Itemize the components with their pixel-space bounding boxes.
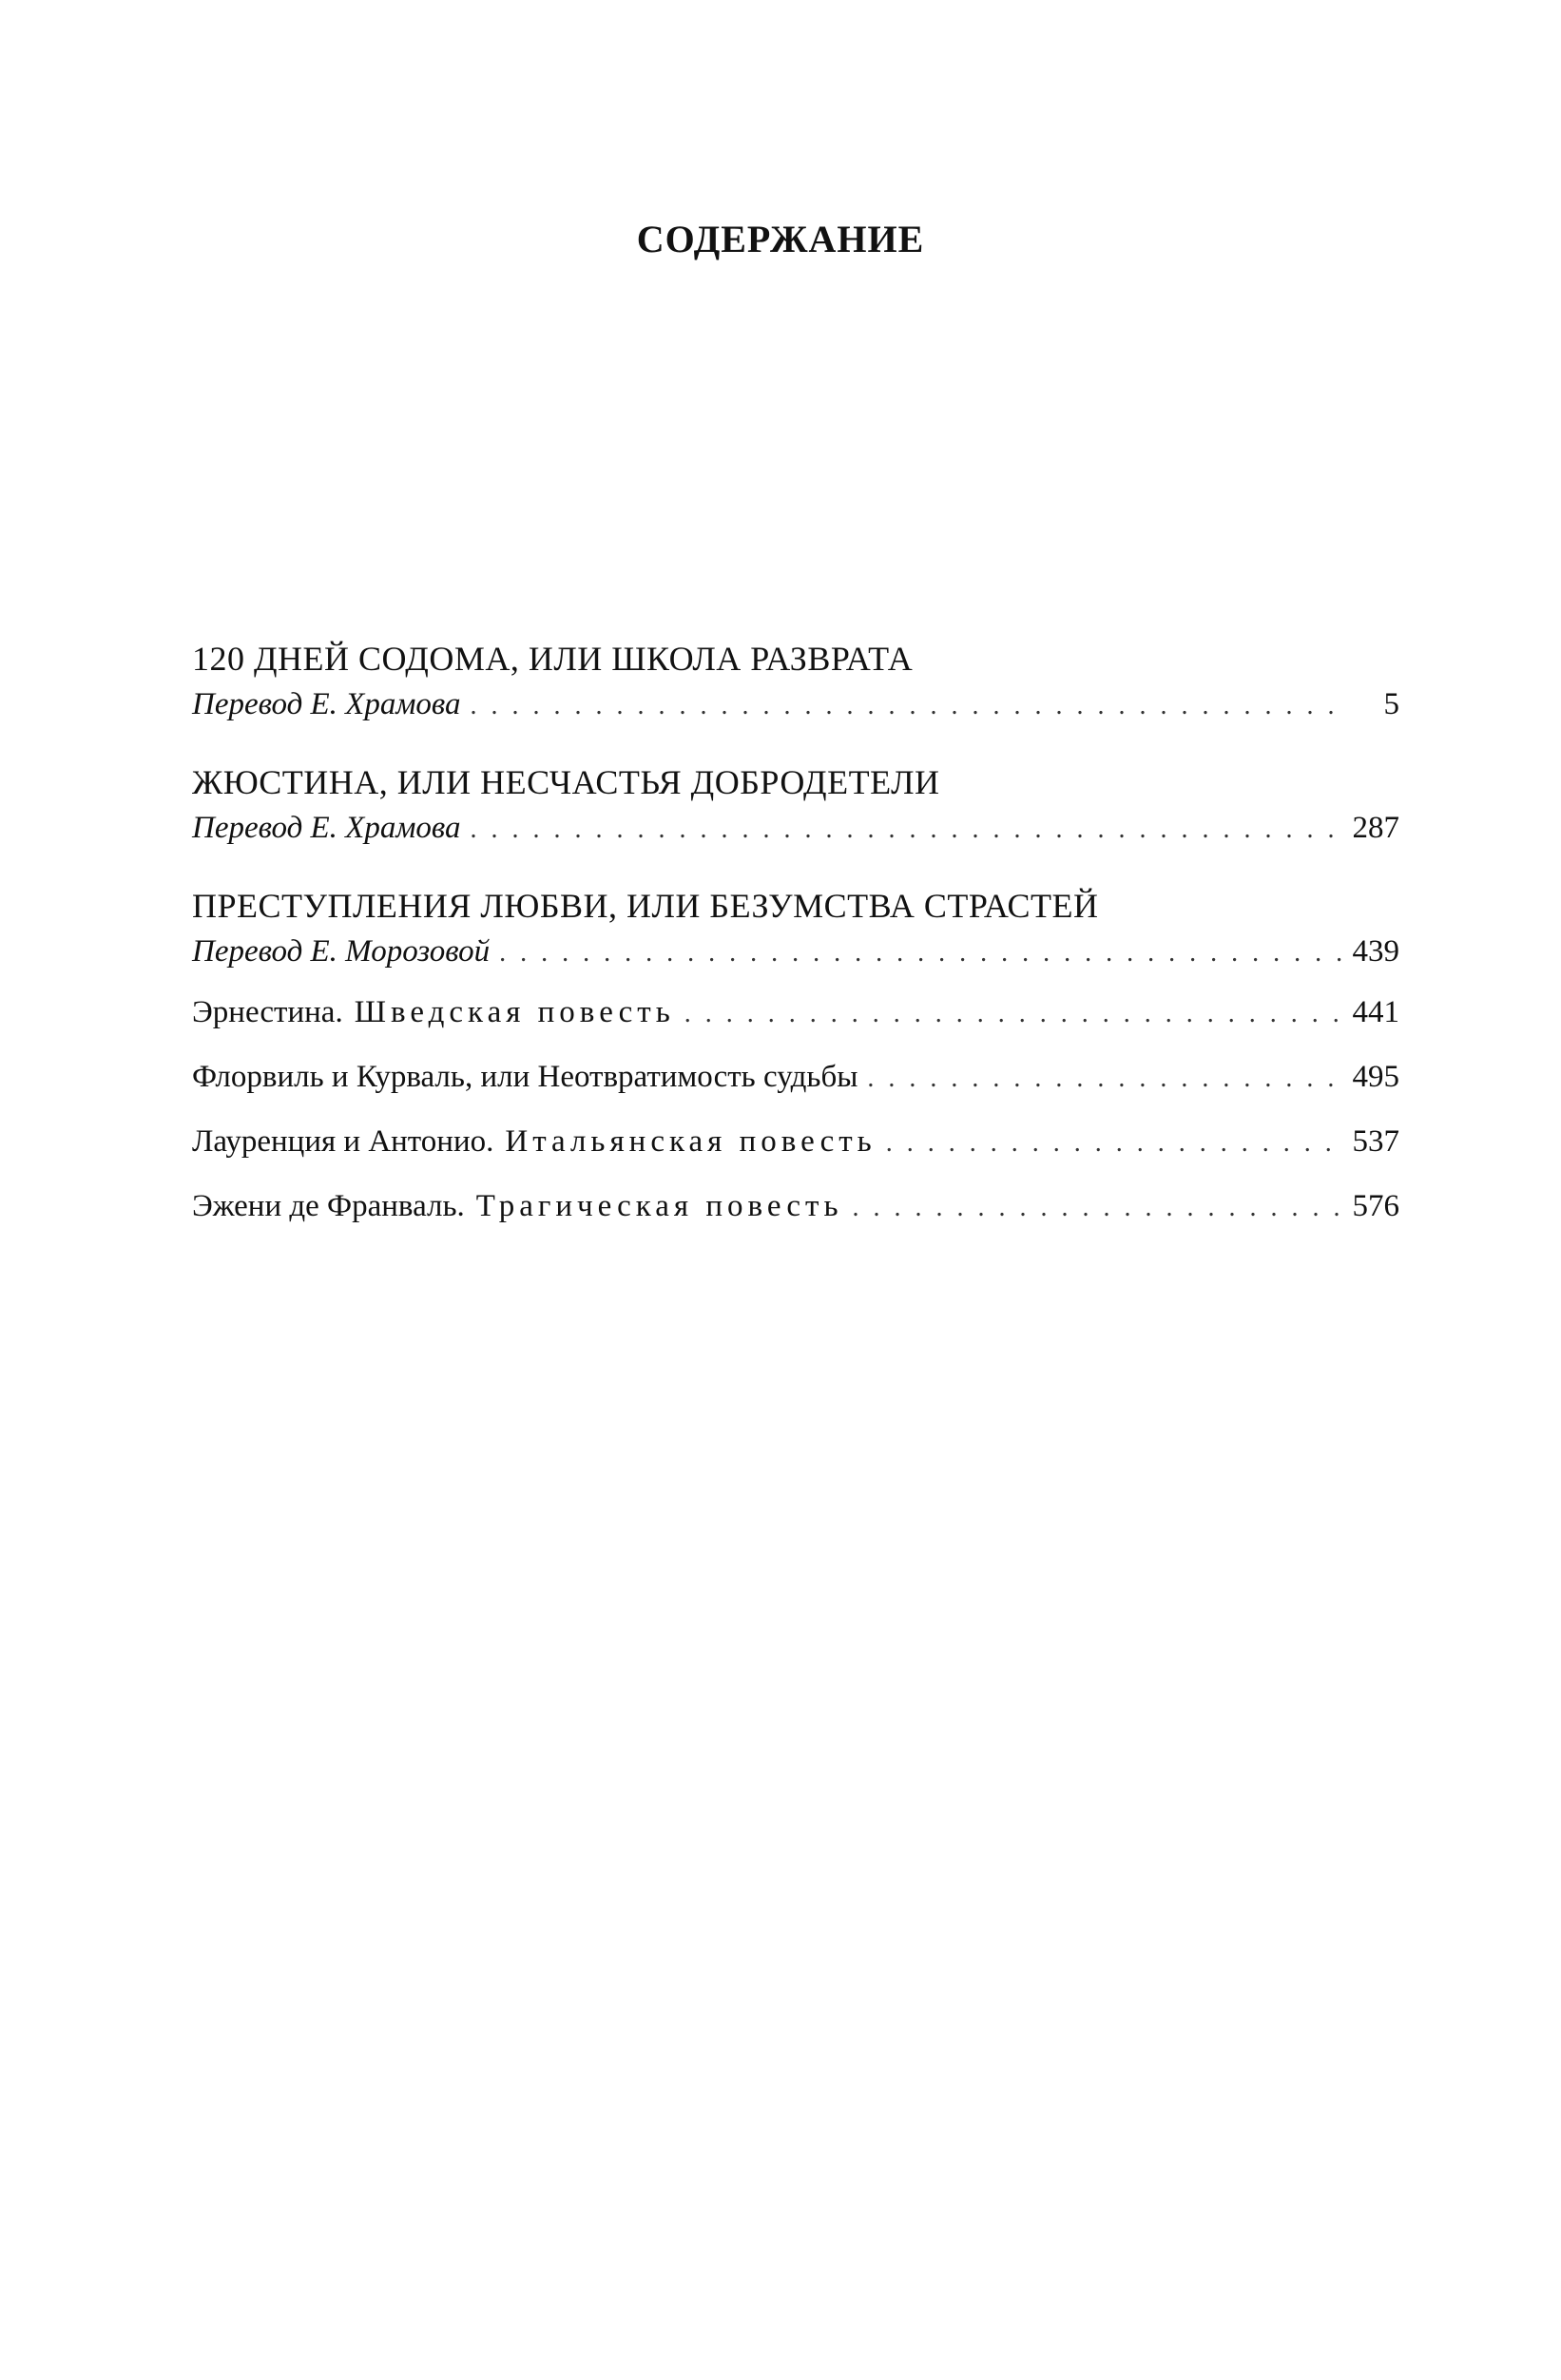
translator-credit: Перевод Е. Морозовой: [192, 934, 491, 969]
translator-credit: Перевод Е. Храмова: [192, 687, 461, 721]
page-number: 441: [1352, 995, 1399, 1029]
page-number: 537: [1352, 1124, 1399, 1159]
entry-subtitle: Итальянская повесть: [505, 1124, 877, 1159]
section-heading: ЖЮСТИНА, ИЛИ НЕСЧАСТЬЯ ДОБРОДЕТЕЛИ: [192, 763, 940, 801]
entry-subtitle: Трагическая повесть: [475, 1189, 843, 1223]
toc-entry[interactable]: [192, 1120, 1399, 1165]
entry-title: Эрнестина.: [192, 995, 343, 1029]
section-heading: ПРЕСТУПЛЕНИЯ ЛЮБВИ, ИЛИ БЕЗУМСТВА СТРАСТЕЙ: [192, 887, 1099, 925]
dot-leader: [471, 808, 1343, 852]
page-number: 5: [1383, 687, 1399, 721]
dot-leader: [684, 992, 1342, 1036]
translator-credit: Перевод Е. Храмова: [192, 811, 461, 845]
toc-section: [192, 760, 1399, 852]
toc-entry[interactable]: [192, 1055, 1399, 1101]
table-of-contents: [192, 637, 1399, 1249]
page-number: 576: [1352, 1189, 1399, 1223]
dot-leader: [886, 1122, 1342, 1165]
page-title: СОДЕРЖАНИЕ: [636, 218, 925, 260]
dot-leader: [853, 1186, 1343, 1230]
section-heading: 120 ДНЕЙ СОДОМА, ИЛИ ШКОЛА РАЗВРАТА: [192, 640, 914, 678]
toc-line[interactable]: [192, 682, 1399, 728]
toc-section: [192, 884, 1399, 975]
entry-title: Флорвиль и Курваль, или Неотвратимость судьбы: [192, 1060, 858, 1094]
dot-leader: [499, 931, 1342, 975]
dot-leader: [867, 1057, 1342, 1101]
entry-title: Эжени де Франваль.: [192, 1189, 465, 1223]
toc-section: [192, 637, 1399, 728]
entry-subtitle: Шведская повесть: [354, 995, 675, 1029]
entry-title: Лауренция и Антонио.: [192, 1124, 494, 1159]
toc-entry[interactable]: [192, 1184, 1399, 1230]
page-number: 439: [1352, 934, 1399, 969]
toc-line[interactable]: [192, 930, 1399, 975]
dot-leader: [471, 684, 1343, 728]
page-number: 287: [1352, 811, 1399, 845]
toc-entry[interactable]: [192, 990, 1399, 1036]
page-number: 495: [1352, 1060, 1399, 1094]
toc-line[interactable]: [192, 806, 1399, 852]
